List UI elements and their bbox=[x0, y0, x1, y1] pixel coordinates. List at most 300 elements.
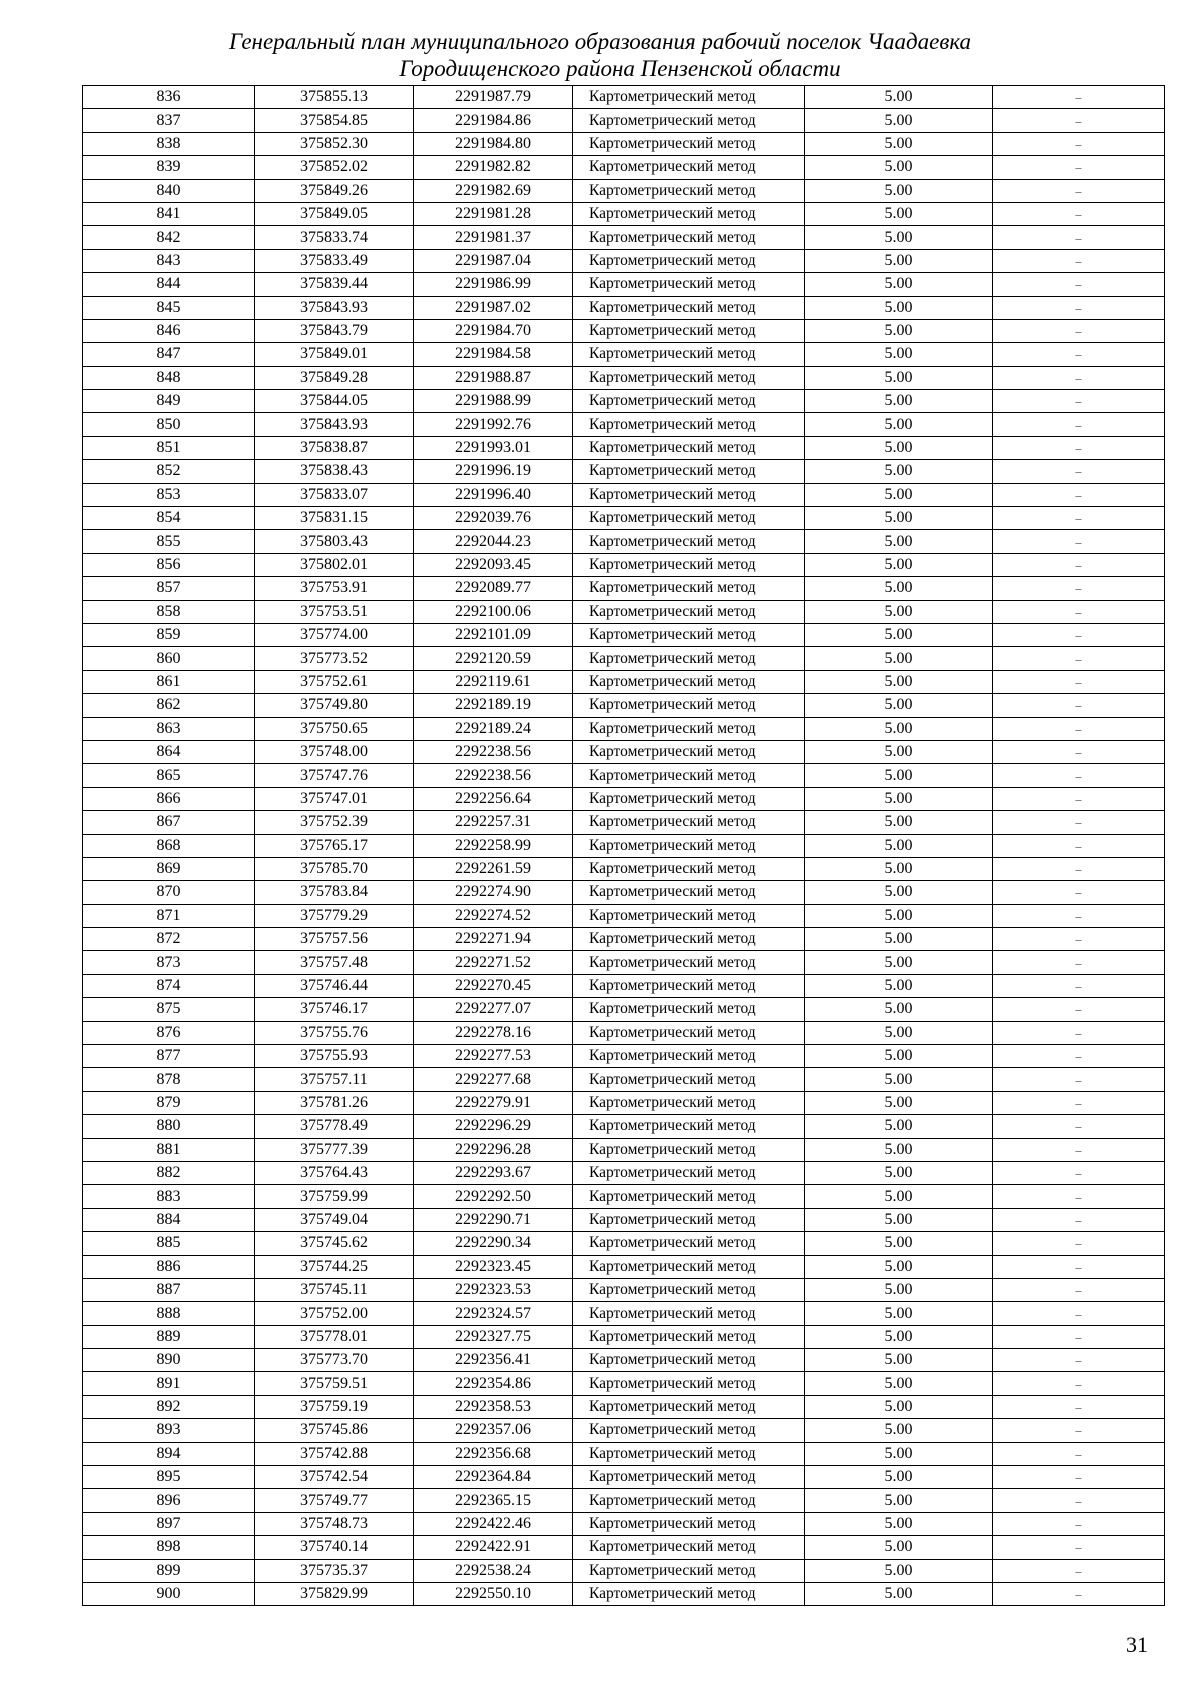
table-row bbox=[83, 202, 1165, 225]
method-cell: Картометрический метод bbox=[573, 998, 805, 1021]
x-coordinate-cell: 375755.93 bbox=[255, 1045, 414, 1068]
x-coordinate-cell: 375838.43 bbox=[255, 460, 414, 483]
note-cell: – bbox=[993, 109, 1165, 132]
x-coordinate-cell: 375749.77 bbox=[255, 1489, 414, 1512]
y-coordinate-cell: 2292089.77 bbox=[414, 577, 573, 600]
x-coordinate-cell: 375849.28 bbox=[255, 366, 414, 389]
table-row bbox=[83, 600, 1165, 623]
x-coordinate-cell: 375745.86 bbox=[255, 1419, 414, 1442]
note-cell: – bbox=[993, 1419, 1165, 1442]
y-coordinate-cell: 2292538.24 bbox=[414, 1559, 573, 1582]
table-row bbox=[83, 460, 1165, 483]
method-cell: Картометрический метод bbox=[573, 86, 805, 109]
method-cell: Картометрический метод bbox=[573, 390, 805, 413]
point-number-cell: 874 bbox=[83, 974, 255, 997]
accuracy-cell: 5.00 bbox=[805, 1091, 993, 1114]
x-coordinate-cell: 375778.01 bbox=[255, 1325, 414, 1348]
accuracy-cell: 5.00 bbox=[805, 811, 993, 834]
method-cell: Картометрический метод bbox=[573, 483, 805, 506]
y-coordinate-cell: 2291984.70 bbox=[414, 319, 573, 342]
y-coordinate-cell: 2292327.75 bbox=[414, 1325, 573, 1348]
table-row bbox=[83, 390, 1165, 413]
point-number-cell: 855 bbox=[83, 530, 255, 553]
y-coordinate-cell: 2292550.10 bbox=[414, 1583, 573, 1606]
y-coordinate-cell: 2292364.84 bbox=[414, 1466, 573, 1489]
accuracy-cell: 5.00 bbox=[805, 1208, 993, 1231]
table-row bbox=[83, 1091, 1165, 1114]
x-coordinate-cell: 375843.79 bbox=[255, 319, 414, 342]
x-coordinate-cell: 375753.51 bbox=[255, 600, 414, 623]
y-coordinate-cell: 2292290.71 bbox=[414, 1208, 573, 1231]
accuracy-cell: 5.00 bbox=[805, 1325, 993, 1348]
y-coordinate-cell: 2292296.29 bbox=[414, 1115, 573, 1138]
header-title-line-2: Городищенского района Пензенской области bbox=[399, 56, 841, 81]
method-cell: Картометрический метод bbox=[573, 1372, 805, 1395]
method-cell: Картометрический метод bbox=[573, 1255, 805, 1278]
point-number-cell: 844 bbox=[83, 273, 255, 296]
accuracy-cell: 5.00 bbox=[805, 1068, 993, 1091]
accuracy-cell: 5.00 bbox=[805, 1536, 993, 1559]
method-cell: Картометрический метод bbox=[573, 156, 805, 179]
method-cell: Картометрический метод bbox=[573, 1395, 805, 1418]
method-cell: Картометрический метод bbox=[573, 1489, 805, 1512]
y-coordinate-cell: 2292357.06 bbox=[414, 1419, 573, 1442]
x-coordinate-cell: 375778.49 bbox=[255, 1115, 414, 1138]
accuracy-cell: 5.00 bbox=[805, 1349, 993, 1372]
point-number-cell: 900 bbox=[83, 1583, 255, 1606]
point-number-cell: 856 bbox=[83, 553, 255, 576]
x-coordinate-cell: 375747.01 bbox=[255, 787, 414, 810]
point-number-cell: 894 bbox=[83, 1442, 255, 1465]
x-coordinate-cell: 375777.39 bbox=[255, 1138, 414, 1161]
point-number-cell: 857 bbox=[83, 577, 255, 600]
table-row bbox=[83, 296, 1165, 319]
method-cell: Картометрический метод bbox=[573, 1232, 805, 1255]
y-coordinate-cell: 2292292.50 bbox=[414, 1185, 573, 1208]
table-row bbox=[83, 1325, 1165, 1348]
table-row bbox=[83, 577, 1165, 600]
accuracy-cell: 5.00 bbox=[805, 343, 993, 366]
y-coordinate-cell: 2292093.45 bbox=[414, 553, 573, 576]
x-coordinate-cell: 375773.70 bbox=[255, 1349, 414, 1372]
x-coordinate-cell: 375849.05 bbox=[255, 202, 414, 225]
x-coordinate-cell: 375759.99 bbox=[255, 1185, 414, 1208]
method-cell: Картометрический метод bbox=[573, 1349, 805, 1372]
method-cell: Картометрический метод bbox=[573, 1185, 805, 1208]
x-coordinate-cell: 375783.84 bbox=[255, 881, 414, 904]
method-cell: Картометрический метод bbox=[573, 600, 805, 623]
accuracy-cell: 5.00 bbox=[805, 413, 993, 436]
y-coordinate-cell: 2291987.79 bbox=[414, 86, 573, 109]
y-coordinate-cell: 2292356.68 bbox=[414, 1442, 573, 1465]
y-coordinate-cell: 2292271.94 bbox=[414, 928, 573, 951]
accuracy-cell: 5.00 bbox=[805, 1559, 993, 1582]
x-coordinate-cell: 375781.26 bbox=[255, 1091, 414, 1114]
point-number-cell: 850 bbox=[83, 413, 255, 436]
method-cell: Картометрический метод bbox=[573, 881, 805, 904]
method-cell: Картометрический метод bbox=[573, 1442, 805, 1465]
accuracy-cell: 5.00 bbox=[805, 1419, 993, 1442]
table-row bbox=[83, 811, 1165, 834]
point-number-cell: 851 bbox=[83, 436, 255, 459]
method-cell: Картометрический метод bbox=[573, 1419, 805, 1442]
method-cell: Картометрический метод bbox=[573, 460, 805, 483]
point-number-cell: 887 bbox=[83, 1278, 255, 1301]
accuracy-cell: 5.00 bbox=[805, 1372, 993, 1395]
x-coordinate-cell: 375746.17 bbox=[255, 998, 414, 1021]
x-coordinate-cell: 375759.19 bbox=[255, 1395, 414, 1418]
note-cell: – bbox=[993, 1161, 1165, 1184]
x-coordinate-cell: 375765.17 bbox=[255, 834, 414, 857]
method-cell: Картометрический метод bbox=[573, 1045, 805, 1068]
method-cell: Картометрический метод bbox=[573, 1512, 805, 1535]
point-number-cell: 898 bbox=[83, 1536, 255, 1559]
table-row bbox=[83, 273, 1165, 296]
table-row bbox=[83, 86, 1165, 109]
accuracy-cell: 5.00 bbox=[805, 390, 993, 413]
accuracy-cell: 5.00 bbox=[805, 1161, 993, 1184]
y-coordinate-cell: 2292323.45 bbox=[414, 1255, 573, 1278]
method-cell: Картометрический метод bbox=[573, 1536, 805, 1559]
accuracy-cell: 5.00 bbox=[805, 1278, 993, 1301]
page-number: 31 bbox=[1126, 1632, 1148, 1657]
y-coordinate-cell: 2292277.53 bbox=[414, 1045, 573, 1068]
point-number-cell: 869 bbox=[83, 857, 255, 880]
y-coordinate-cell: 2291988.99 bbox=[414, 390, 573, 413]
x-coordinate-cell: 375742.54 bbox=[255, 1466, 414, 1489]
table-row bbox=[83, 413, 1165, 436]
note-cell: – bbox=[993, 787, 1165, 810]
point-number-cell: 862 bbox=[83, 694, 255, 717]
y-coordinate-cell: 2292290.34 bbox=[414, 1232, 573, 1255]
table-row bbox=[83, 764, 1165, 787]
point-number-cell: 896 bbox=[83, 1489, 255, 1512]
point-number-cell: 897 bbox=[83, 1512, 255, 1535]
x-coordinate-cell: 375748.00 bbox=[255, 740, 414, 763]
y-coordinate-cell: 2291981.28 bbox=[414, 202, 573, 225]
point-number-cell: 873 bbox=[83, 951, 255, 974]
note-cell: – bbox=[993, 951, 1165, 974]
y-coordinate-cell: 2292356.41 bbox=[414, 1349, 573, 1372]
y-coordinate-cell: 2292293.67 bbox=[414, 1161, 573, 1184]
y-coordinate-cell: 2291987.04 bbox=[414, 249, 573, 272]
method-cell: Картометрический метод bbox=[573, 202, 805, 225]
point-number-cell: 841 bbox=[83, 202, 255, 225]
method-cell: Картометрический метод bbox=[573, 670, 805, 693]
table-row bbox=[83, 1442, 1165, 1465]
table-row bbox=[83, 1021, 1165, 1044]
point-number-cell: 864 bbox=[83, 740, 255, 763]
method-cell: Картометрический метод bbox=[573, 1583, 805, 1606]
table-row bbox=[83, 1161, 1165, 1184]
accuracy-cell: 5.00 bbox=[805, 1185, 993, 1208]
y-coordinate-cell: 2292422.46 bbox=[414, 1512, 573, 1535]
point-number-cell: 885 bbox=[83, 1232, 255, 1255]
method-cell: Картометрический метод bbox=[573, 857, 805, 880]
note-cell: – bbox=[993, 390, 1165, 413]
accuracy-cell: 5.00 bbox=[805, 507, 993, 530]
x-coordinate-cell: 375742.88 bbox=[255, 1442, 414, 1465]
point-number-cell: 890 bbox=[83, 1349, 255, 1372]
y-coordinate-cell: 2292271.52 bbox=[414, 951, 573, 974]
accuracy-cell: 5.00 bbox=[805, 1255, 993, 1278]
table-row bbox=[83, 1138, 1165, 1161]
method-cell: Картометрический метод bbox=[573, 811, 805, 834]
y-coordinate-cell: 2292358.53 bbox=[414, 1395, 573, 1418]
y-coordinate-cell: 2291986.99 bbox=[414, 273, 573, 296]
method-cell: Картометрический метод bbox=[573, 132, 805, 155]
y-coordinate-cell: 2292238.56 bbox=[414, 740, 573, 763]
point-number-cell: 876 bbox=[83, 1021, 255, 1044]
x-coordinate-cell: 375745.11 bbox=[255, 1278, 414, 1301]
method-cell: Картометрический метод bbox=[573, 507, 805, 530]
method-cell: Картометрический метод bbox=[573, 1021, 805, 1044]
table-row bbox=[83, 226, 1165, 249]
point-number-cell: 847 bbox=[83, 343, 255, 366]
table-row bbox=[83, 787, 1165, 810]
accuracy-cell: 5.00 bbox=[805, 202, 993, 225]
table-row bbox=[83, 1559, 1165, 1582]
point-number-cell: 875 bbox=[83, 998, 255, 1021]
note-cell: – bbox=[993, 273, 1165, 296]
method-cell: Картометрический метод bbox=[573, 366, 805, 389]
x-coordinate-cell: 375740.14 bbox=[255, 1536, 414, 1559]
point-number-cell: 858 bbox=[83, 600, 255, 623]
point-number-cell: 837 bbox=[83, 109, 255, 132]
accuracy-cell: 5.00 bbox=[805, 600, 993, 623]
note-cell: – bbox=[993, 413, 1165, 436]
y-coordinate-cell: 2291982.69 bbox=[414, 179, 573, 202]
method-cell: Картометрический метод bbox=[573, 647, 805, 670]
table-row bbox=[83, 1536, 1165, 1559]
accuracy-cell: 5.00 bbox=[805, 460, 993, 483]
y-coordinate-cell: 2291982.82 bbox=[414, 156, 573, 179]
x-coordinate-cell: 375831.15 bbox=[255, 507, 414, 530]
note-cell: – bbox=[993, 1395, 1165, 1418]
note-cell: – bbox=[993, 1512, 1165, 1535]
accuracy-cell: 5.00 bbox=[805, 740, 993, 763]
point-number-cell: 838 bbox=[83, 132, 255, 155]
y-coordinate-cell: 2292044.23 bbox=[414, 530, 573, 553]
y-coordinate-cell: 2292261.59 bbox=[414, 857, 573, 880]
x-coordinate-cell: 375852.30 bbox=[255, 132, 414, 155]
x-coordinate-cell: 375750.65 bbox=[255, 717, 414, 740]
note-cell: – bbox=[993, 998, 1165, 1021]
x-coordinate-cell: 375773.52 bbox=[255, 647, 414, 670]
method-cell: Картометрический метод bbox=[573, 1325, 805, 1348]
note-cell: – bbox=[993, 1583, 1165, 1606]
point-number-cell: 893 bbox=[83, 1419, 255, 1442]
table-row bbox=[83, 1115, 1165, 1138]
y-coordinate-cell: 2292324.57 bbox=[414, 1302, 573, 1325]
note-cell: – bbox=[993, 1138, 1165, 1161]
note-cell: – bbox=[993, 226, 1165, 249]
accuracy-cell: 5.00 bbox=[805, 717, 993, 740]
y-coordinate-cell: 2291992.76 bbox=[414, 413, 573, 436]
x-coordinate-cell: 375854.85 bbox=[255, 109, 414, 132]
y-coordinate-cell: 2291987.02 bbox=[414, 296, 573, 319]
accuracy-cell: 5.00 bbox=[805, 530, 993, 553]
point-number-cell: 849 bbox=[83, 390, 255, 413]
accuracy-cell: 5.00 bbox=[805, 1115, 993, 1138]
accuracy-cell: 5.00 bbox=[805, 1302, 993, 1325]
accuracy-cell: 5.00 bbox=[805, 1442, 993, 1465]
x-coordinate-cell: 375755.76 bbox=[255, 1021, 414, 1044]
x-coordinate-cell: 375833.49 bbox=[255, 249, 414, 272]
table-row bbox=[83, 1372, 1165, 1395]
x-coordinate-cell: 375748.73 bbox=[255, 1512, 414, 1535]
table-row bbox=[83, 928, 1165, 951]
y-coordinate-cell: 2291993.01 bbox=[414, 436, 573, 459]
method-cell: Картометрический метод bbox=[573, 1278, 805, 1301]
note-cell: – bbox=[993, 1208, 1165, 1231]
x-coordinate-cell: 375779.29 bbox=[255, 904, 414, 927]
y-coordinate-cell: 2292238.56 bbox=[414, 764, 573, 787]
note-cell: – bbox=[993, 1091, 1165, 1114]
accuracy-cell: 5.00 bbox=[805, 1021, 993, 1044]
x-coordinate-cell: 375774.00 bbox=[255, 623, 414, 646]
note-cell: – bbox=[993, 249, 1165, 272]
accuracy-cell: 5.00 bbox=[805, 834, 993, 857]
note-cell: – bbox=[993, 436, 1165, 459]
x-coordinate-cell: 375735.37 bbox=[255, 1559, 414, 1582]
point-number-cell: 866 bbox=[83, 787, 255, 810]
y-coordinate-cell: 2292258.99 bbox=[414, 834, 573, 857]
note-cell: – bbox=[993, 1115, 1165, 1138]
note-cell: – bbox=[993, 1068, 1165, 1091]
point-number-cell: 870 bbox=[83, 881, 255, 904]
table-row bbox=[83, 904, 1165, 927]
accuracy-cell: 5.00 bbox=[805, 366, 993, 389]
table-row bbox=[83, 343, 1165, 366]
y-coordinate-cell: 2291984.86 bbox=[414, 109, 573, 132]
note-cell: – bbox=[993, 553, 1165, 576]
note-cell: – bbox=[993, 904, 1165, 927]
y-coordinate-cell: 2292039.76 bbox=[414, 507, 573, 530]
table-row bbox=[83, 1583, 1165, 1606]
accuracy-cell: 5.00 bbox=[805, 1045, 993, 1068]
point-number-cell: 863 bbox=[83, 717, 255, 740]
point-number-cell: 842 bbox=[83, 226, 255, 249]
method-cell: Картометрический метод bbox=[573, 109, 805, 132]
accuracy-cell: 5.00 bbox=[805, 86, 993, 109]
table-row bbox=[83, 1208, 1165, 1231]
table-row bbox=[83, 530, 1165, 553]
accuracy-cell: 5.00 bbox=[805, 951, 993, 974]
point-number-cell: 861 bbox=[83, 670, 255, 693]
x-coordinate-cell: 375843.93 bbox=[255, 413, 414, 436]
method-cell: Картометрический метод bbox=[573, 764, 805, 787]
note-cell: – bbox=[993, 296, 1165, 319]
x-coordinate-cell: 375802.01 bbox=[255, 553, 414, 576]
y-coordinate-cell: 2292100.06 bbox=[414, 600, 573, 623]
accuracy-cell: 5.00 bbox=[805, 226, 993, 249]
y-coordinate-cell: 2292277.07 bbox=[414, 998, 573, 1021]
method-cell: Картометрический метод bbox=[573, 1138, 805, 1161]
x-coordinate-cell: 375829.99 bbox=[255, 1583, 414, 1606]
note-cell: – bbox=[993, 1185, 1165, 1208]
table-row bbox=[83, 249, 1165, 272]
method-cell: Картометрический метод bbox=[573, 319, 805, 342]
note-cell: – bbox=[993, 623, 1165, 646]
method-cell: Картометрический метод bbox=[573, 1208, 805, 1231]
note-cell: – bbox=[993, 156, 1165, 179]
method-cell: Картометрический метод bbox=[573, 179, 805, 202]
y-coordinate-cell: 2292279.91 bbox=[414, 1091, 573, 1114]
table-row bbox=[83, 857, 1165, 880]
note-cell: – bbox=[993, 530, 1165, 553]
note-cell: – bbox=[993, 460, 1165, 483]
table-row bbox=[83, 881, 1165, 904]
y-coordinate-cell: 2292278.16 bbox=[414, 1021, 573, 1044]
accuracy-cell: 5.00 bbox=[805, 1232, 993, 1255]
method-cell: Картометрический метод bbox=[573, 273, 805, 296]
table-row bbox=[83, 1255, 1165, 1278]
accuracy-cell: 5.00 bbox=[805, 670, 993, 693]
accuracy-cell: 5.00 bbox=[805, 109, 993, 132]
point-number-cell: 853 bbox=[83, 483, 255, 506]
x-coordinate-cell: 375759.51 bbox=[255, 1372, 414, 1395]
method-cell: Картометрический метод bbox=[573, 226, 805, 249]
accuracy-cell: 5.00 bbox=[805, 694, 993, 717]
coordinates-table bbox=[82, 85, 1165, 1606]
point-number-cell: 843 bbox=[83, 249, 255, 272]
table-row bbox=[83, 507, 1165, 530]
note-cell: – bbox=[993, 1045, 1165, 1068]
x-coordinate-cell: 375843.93 bbox=[255, 296, 414, 319]
x-coordinate-cell: 375745.62 bbox=[255, 1232, 414, 1255]
accuracy-cell: 5.00 bbox=[805, 1466, 993, 1489]
x-coordinate-cell: 375752.61 bbox=[255, 670, 414, 693]
x-coordinate-cell: 375855.13 bbox=[255, 86, 414, 109]
table-row bbox=[83, 740, 1165, 763]
note-cell: – bbox=[993, 1302, 1165, 1325]
table-row bbox=[83, 998, 1165, 1021]
table-row bbox=[83, 1466, 1165, 1489]
accuracy-cell: 5.00 bbox=[805, 319, 993, 342]
table-row bbox=[83, 1302, 1165, 1325]
y-coordinate-cell: 2292189.19 bbox=[414, 694, 573, 717]
y-coordinate-cell: 2292120.59 bbox=[414, 647, 573, 670]
point-number-cell: 880 bbox=[83, 1115, 255, 1138]
x-coordinate-cell: 375849.01 bbox=[255, 343, 414, 366]
method-cell: Картометрический метод bbox=[573, 436, 805, 459]
note-cell: – bbox=[993, 740, 1165, 763]
table-row bbox=[83, 436, 1165, 459]
accuracy-cell: 5.00 bbox=[805, 179, 993, 202]
coordinates-table-body bbox=[83, 86, 1165, 1606]
table-row bbox=[83, 670, 1165, 693]
point-number-cell: 871 bbox=[83, 904, 255, 927]
y-coordinate-cell: 2292365.15 bbox=[414, 1489, 573, 1512]
x-coordinate-cell: 375753.91 bbox=[255, 577, 414, 600]
note-cell: – bbox=[993, 1232, 1165, 1255]
point-number-cell: 879 bbox=[83, 1091, 255, 1114]
note-cell: – bbox=[993, 483, 1165, 506]
note-cell: – bbox=[993, 1466, 1165, 1489]
method-cell: Картометрический метод bbox=[573, 343, 805, 366]
x-coordinate-cell: 375844.05 bbox=[255, 390, 414, 413]
accuracy-cell: 5.00 bbox=[805, 296, 993, 319]
note-cell: – bbox=[993, 132, 1165, 155]
x-coordinate-cell: 375833.74 bbox=[255, 226, 414, 249]
accuracy-cell: 5.00 bbox=[805, 483, 993, 506]
point-number-cell: 888 bbox=[83, 1302, 255, 1325]
x-coordinate-cell: 375833.07 bbox=[255, 483, 414, 506]
y-coordinate-cell: 2292354.86 bbox=[414, 1372, 573, 1395]
table-row bbox=[83, 1232, 1165, 1255]
point-number-cell: 867 bbox=[83, 811, 255, 834]
